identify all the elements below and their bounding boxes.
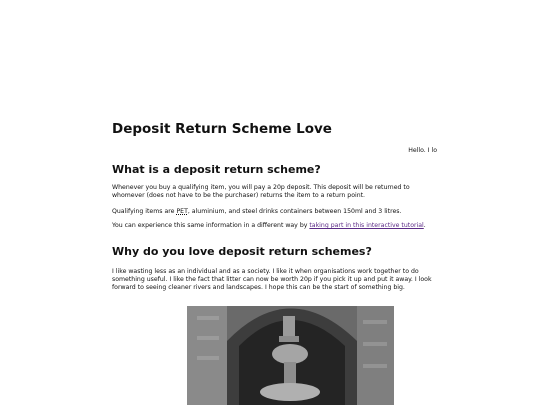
- qualifying-items-text: [112, 208, 437, 216]
- qualifying-suffix: , aluminium, and steel drinks containers between 150ml and 3 litres.: [187, 208, 402, 215]
- qualifying-prefix: Qualifying items are: [112, 208, 177, 215]
- fountain-photo: [187, 306, 394, 405]
- tutorial-prefix: You can experience this same information in a different way by: [112, 222, 310, 229]
- pet-abbreviation[interactable]: PET: [176, 208, 188, 215]
- love-reasons: I like wasting less as an individual and as a society. I like it when organisations work together to do something useful. I like the fact that litter can now be worth 20p if you pick it up and put it away. I look forward to seeing cleaner rivers and landscapes. I hope this can be the start of something big.: [112, 268, 432, 292]
- section-heading-why: Why do you love deposit return schemes?: [112, 245, 372, 258]
- section-heading-what: What is a deposit return scheme?: [112, 163, 321, 176]
- page-title: Deposit Return Scheme Love: [112, 121, 332, 137]
- tutorial-link[interactable]: taking part in this interactive tutorial: [309, 222, 424, 229]
- fountain-photo-graphic: [187, 306, 394, 405]
- tutorial-text: [112, 222, 437, 230]
- deposit-description: Whenever you buy a qualifying item, you will pay a 20p deposit. This deposit will be returned to whomever (does not have to be the purchaser) returns the item to a return point.: [112, 184, 410, 200]
- tutorial-suffix: .: [423, 222, 426, 229]
- scrolling-greeting-text: Hello. I lo: [408, 147, 437, 154]
- scrolling-greeting: [356, 145, 437, 157]
